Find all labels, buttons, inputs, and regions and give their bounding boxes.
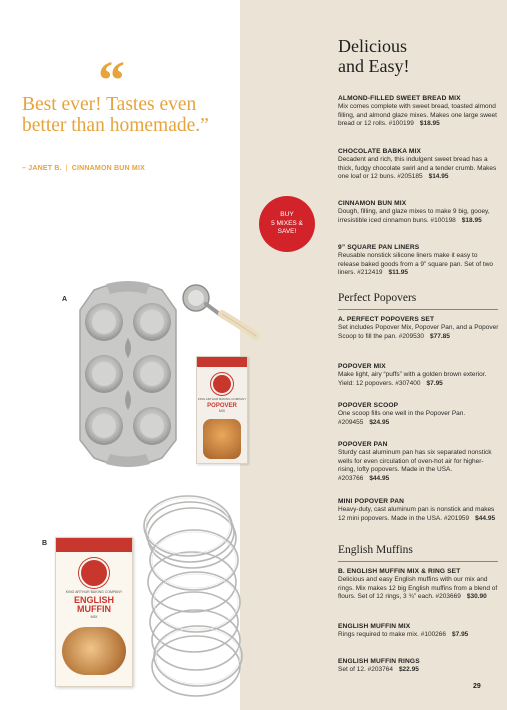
item-description: Mix comes complete with sweet bread, toasted almond filling, and almond glaze mixes. Makes one large sweet bread or 12 rolls. #100199 $18.95: [338, 103, 497, 128]
quote-mark: “: [98, 50, 125, 110]
item-price: $18.95: [461, 216, 482, 224]
save-badge: [259, 196, 315, 252]
item-title: ALMOND-FILLED SWEET BREAD MIX: [338, 95, 461, 102]
item-description: Make light, airy “puffs” with a golden brown exterior. Yield: 12 popovers. #307400 $7.95: [338, 371, 487, 387]
item-title: POPOVER SCOOP: [338, 402, 399, 409]
testimonial-attribution: – JANET B. | CINNAMON BUN MIX: [22, 165, 145, 172]
item-price: $77.85: [430, 332, 450, 340]
item-price: $44.95: [475, 514, 496, 522]
list-item: [338, 362, 500, 388]
item-description: Sturdy cast aluminum pan has six separated nonstick wells for even circulation of oven-hot air for higher-rising, lofty popovers. Made in the USA. #203766 $44.95: [338, 449, 492, 483]
list-item: [338, 567, 500, 602]
item-price: $11.95: [388, 269, 408, 277]
badge-line-2: 5 MIXES &: [271, 219, 303, 227]
section-heading-popovers: Perfect Popovers: [338, 292, 417, 304]
popover-box-sub: MIX: [218, 409, 226, 413]
muffin-box-sub: MIX: [90, 614, 98, 619]
list-item: [338, 94, 500, 129]
item-title: POPOVER PAN: [338, 441, 388, 448]
main-heading-line-2: and Easy!: [338, 56, 410, 76]
muffin-king-arthur-logo-icon: [79, 558, 109, 588]
item-description: Delicious and easy English muffins with our mix and rings. Mix makes 12 big English muffins from a blend of flours. Set of 12 rings, 3 ¾” each. #203669 $30.90: [338, 576, 498, 601]
product-label-b: B: [42, 540, 48, 547]
muffin-box-top-band: [56, 538, 132, 552]
item-description: Set includes Popover Mix, Popover Pan, and a Popover Scoop to fill the pan. #209530 $77.85: [338, 324, 499, 340]
english-muffin-rings-image: [132, 490, 250, 700]
main-heading: [338, 36, 498, 76]
item-title: CINNAMON BUN MIX: [338, 200, 407, 207]
item-description: Heavy-duty, cast aluminum pan is nonstick and makes 12 mini popovers. Made in the USA. #201959 $44.95: [338, 506, 496, 522]
item-title: B. ENGLISH MUFFIN MIX & RING SET: [338, 568, 461, 575]
item-price: $44.95: [369, 475, 390, 483]
popover-box-title: POPOVER: [207, 403, 237, 409]
item-description: Set of 12. #203764 $22.95: [338, 666, 419, 673]
item-price: $18.95: [419, 120, 440, 128]
item-description: Reusable nonstick silicone liners make it easy to release baked goods from a 9” square pan. Set of two liners. #212419 $11.95: [338, 252, 494, 277]
quote-product: CINNAMON BUN MIX: [71, 165, 145, 172]
muffin-box-brand: KING ARTHUR BAKING COMPANY: [65, 590, 123, 594]
item-description: Decadent and rich, this indulgent sweet bread has a thick, fudgy chocolate swirl and a tender crumb. Makes one loaf or 12 buns. #205185 $14.95: [338, 156, 497, 181]
list-item: [338, 622, 500, 640]
section-divider: [338, 561, 498, 562]
section-divider: [338, 309, 498, 310]
popover-mix-box: [196, 356, 248, 464]
item-price: $7.95: [452, 631, 469, 638]
list-item: [338, 199, 500, 225]
item-title: POPOVER MIX: [338, 363, 386, 370]
popover-pan-image: [66, 280, 190, 468]
muffin-box-title-1: ENGLISH: [73, 595, 114, 605]
section-heading-english-muffins: English Muffins: [338, 544, 413, 556]
item-title: MINI POPOVER PAN: [338, 498, 405, 505]
king-arthur-logo-icon: [211, 373, 233, 395]
list-item: [338, 315, 500, 341]
item-price: $14.95: [428, 173, 449, 181]
popover-box-brand: KING ARTHUR BAKING COMPANY: [197, 397, 247, 401]
box-top-band: [197, 357, 247, 367]
list-item: [338, 243, 500, 278]
list-item: [338, 440, 500, 484]
testimonial-quote: Best ever! Tastes even better than homemade.”: [22, 94, 209, 136]
badge-line-3: SAVE!: [277, 228, 297, 236]
muffin-photo: [62, 627, 126, 675]
english-muffin-mix-box: [55, 537, 133, 687]
item-price: $24.95: [369, 418, 390, 426]
list-item: [338, 497, 500, 523]
product-label-a: A: [62, 296, 68, 303]
item-title: CHOCOLATE BABKA MIX: [338, 148, 422, 155]
item-title: ENGLISH MUFFIN RINGS: [338, 658, 420, 665]
page-number: 29: [473, 683, 481, 690]
popover-scoop-image: [178, 282, 262, 342]
item-price: $30.90: [466, 593, 487, 601]
popover-photo: [203, 419, 241, 459]
quote-author: – JANET B.: [22, 165, 62, 172]
item-description: Rings required to make mix. #100266 $7.95: [338, 631, 469, 638]
item-price: $7.95: [426, 379, 443, 387]
list-item: [338, 147, 500, 182]
main-heading-line-1: Delicious: [338, 36, 407, 56]
item-title: ENGLISH MUFFIN MIX: [338, 623, 411, 630]
list-item: [338, 657, 500, 675]
item-description: One scoop fills one well in the Popover Pan. #209455 $24.95: [338, 410, 466, 426]
muffin-box-title-2: MUFFIN: [77, 604, 111, 614]
item-title: 9” SQUARE PAN LINERS: [338, 244, 420, 251]
badge-line-1: BUY: [280, 211, 294, 219]
item-title: A. PERFECT POPOVERS SET: [338, 316, 435, 323]
list-item: [338, 401, 500, 427]
item-description: Dough, filling, and glaze mixes to make 9 big, gooey, irresistible iced cinnamon buns. #100198 $18.95: [338, 208, 490, 224]
item-price: $22.95: [398, 666, 419, 673]
